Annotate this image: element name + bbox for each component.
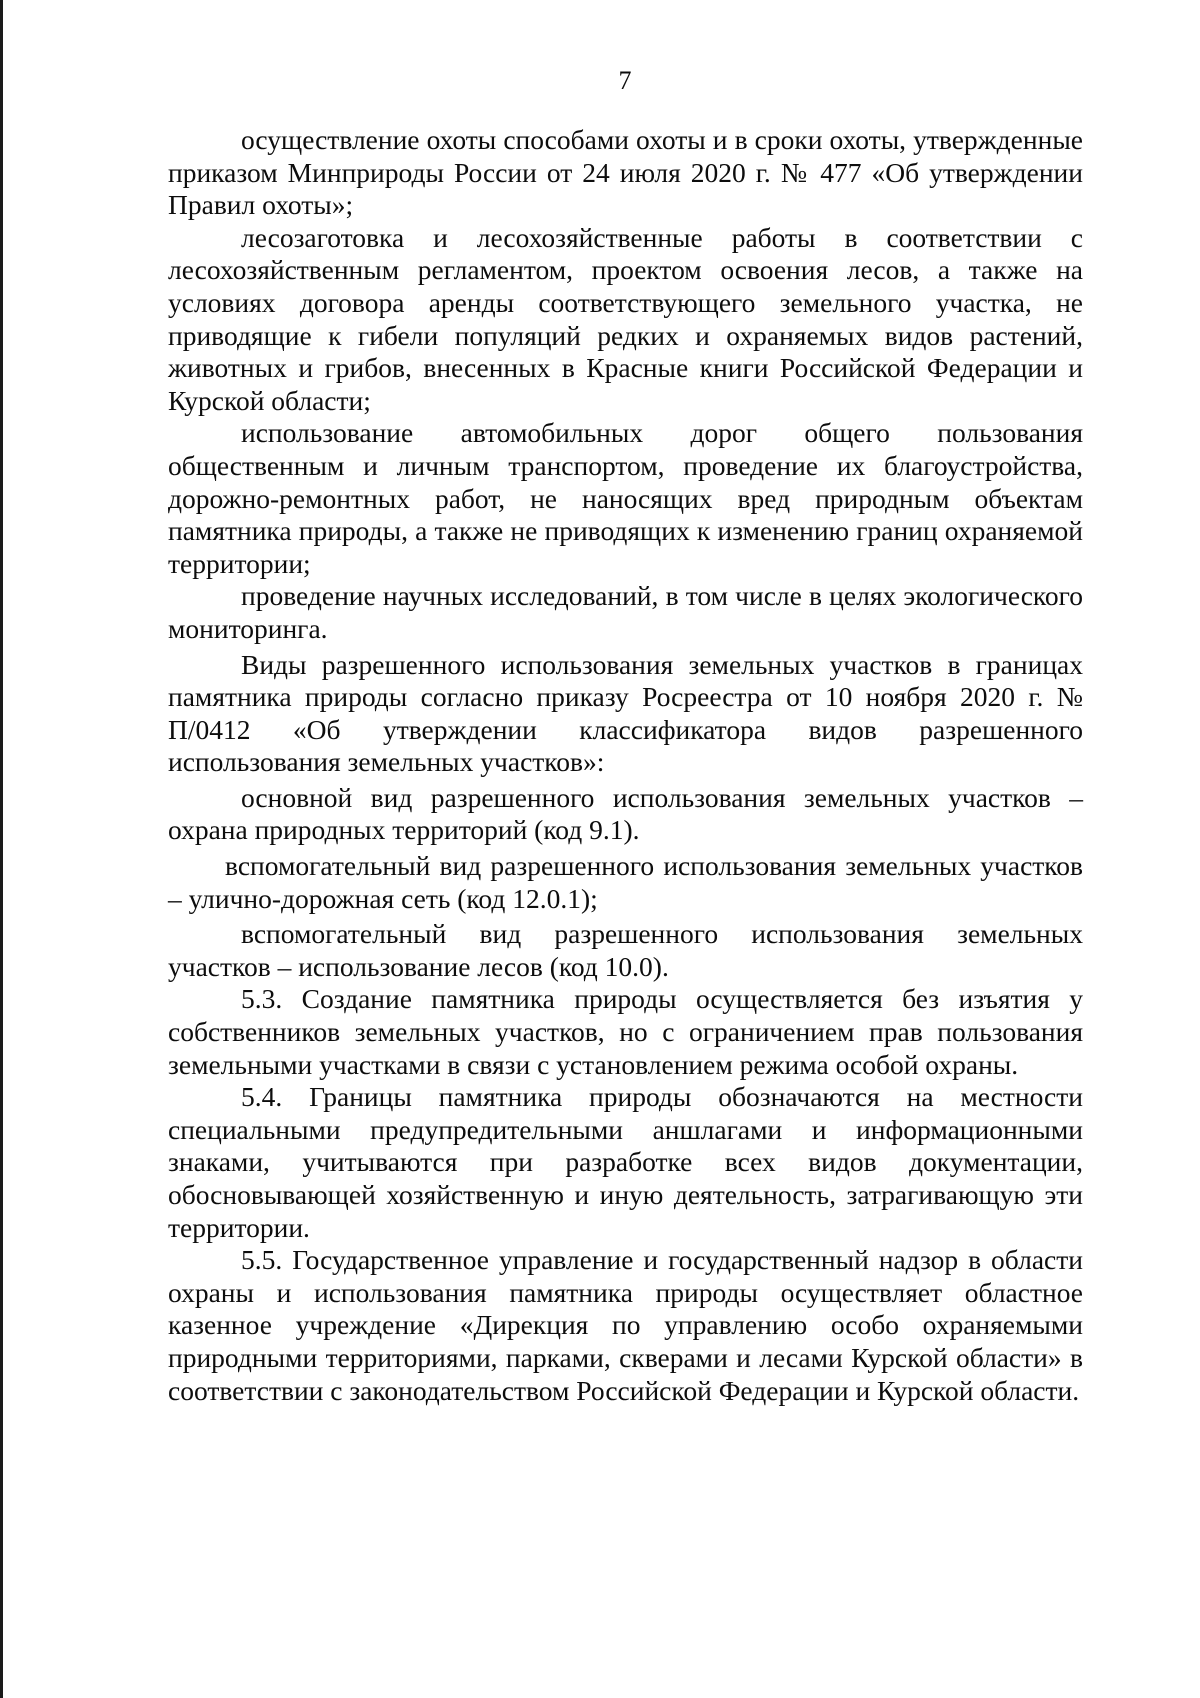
page-number: 7 bbox=[618, 66, 632, 95]
paragraph-main-land-use: основной вид разрешенного использования земельных участков – охрана природных территорий (код 9.1). bbox=[168, 781, 1083, 846]
paragraph-roads: использование автомобильных дорог общего пользования общественным и личным транспортом, проведение их благоустройства, дорожно-ремонтных работ, не наносящих вред природным объектам памятника природы, а также не приводящих к изменению границ охраняемой территории; bbox=[168, 417, 1083, 579]
paragraph-land-use-types: Виды разрешенного использования земельных участков в границах памятника природы согласно приказу Росреестра от 10 ноября 2020 г. № П/0412 «Об утверждении классификатора видов разрешенного использования земельных участков»: bbox=[168, 648, 1083, 778]
paragraph-section-5-5: 5.5. Государственное управление и государственный надзор в области охраны и использования памятника природы осуществляет областное казенное учреждение «Дирекция по управлению особо охраняемыми природными территориями, парками, скверами и лесами Курской области» в соответствии с законодательством Российской Федерации и Курской области. bbox=[168, 1244, 1083, 1406]
paragraph-auxiliary-land-use-forests: вспомогательный вид разрешенного использования земельных участков – использование лесов (код 10.0). bbox=[168, 918, 1083, 982]
paragraph-section-5-3: 5.3. Создание памятника природы осуществляется без изъятия у собственников земельных участков, но с ограничением прав пользования земельными участками в связи с установлением режима особой охраны. bbox=[168, 983, 1083, 1080]
document-body bbox=[168, 124, 1083, 1407]
paragraph-research: проведение научных исследований, в том числе в целях экологического мониторинга. bbox=[168, 580, 1083, 644]
paragraph-logging: лесозаготовка и лесохозяйственные работы в соответствии с лесохозяйственным регламентом, проектом освоения лесов, а также на условиях договора аренды соответствующего земельного участка, не приводящие к гибели популяций редких и охраняемых видов растений, животных и грибов, внесенных в Красные книги Российской Федерации и Курской области; bbox=[168, 221, 1083, 416]
paragraph-auxiliary-land-use-roads: вспомогательный вид разрешенного использования земельных участков – улично-дорожная сеть (код 12.0.1); bbox=[168, 850, 1083, 914]
scan-edge bbox=[0, 0, 3, 1698]
paragraph-section-5-4: 5.4. Границы памятника природы обозначаются на местности специальными предупредительными аншлагами и информационными знаками, учитываются при разработке всех видов документации, обосновывающей хозяйственную и иную деятельность, затрагивающую эти территории. bbox=[168, 1081, 1083, 1243]
paragraph-hunting: осуществление охоты способами охоты и в сроки охоты, утвержденные приказом Минприроды России от 24 июля 2020 г. № 477 «Об утверждении Правил охоты»; bbox=[168, 124, 1083, 221]
